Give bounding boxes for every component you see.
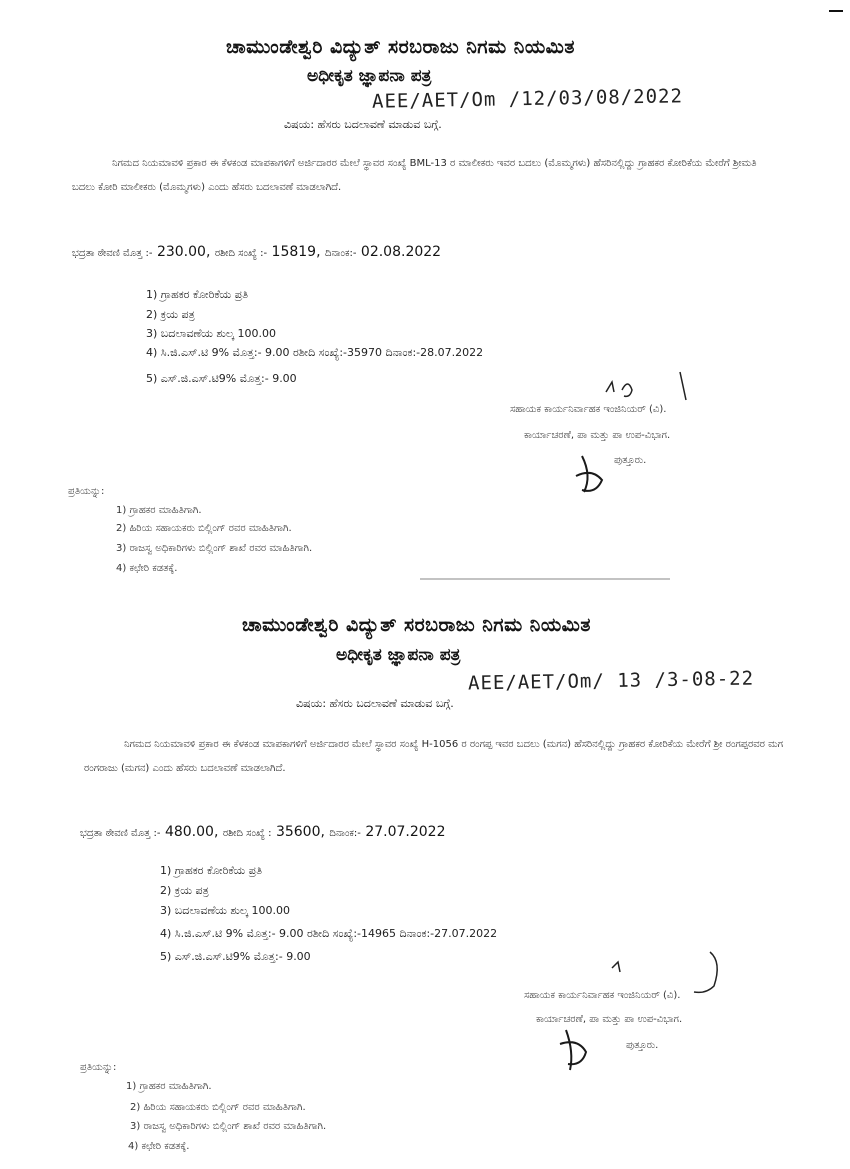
notice-2-item-5: 5) ಎಸ್.ಜಿ.ಎಸ್.ಟಿ9% ಮೊತ್ತ:- 9.00 — [160, 950, 311, 963]
date-value: 02.08.2022 — [360, 244, 442, 260]
scan-artifact — [420, 578, 670, 580]
notice-2-cc-2: 2) ಹಿರಿಯ ಸಹಾಯಕರು ಬಿಲ್ಲಿಂಗ್ ರವರ ಮಾಹಿತಿಗಾಗಿ. — [130, 1102, 306, 1113]
notice-2-subtitle: ಅಧೀಕೃತ ಜ್ಞಾಪನಾ ಪತ್ರ — [336, 645, 461, 665]
notice-1-reference: AEE/AET/Om /12/03/08/2022 — [371, 85, 684, 113]
notice-1-cc-4: 4) ಕಛೇರಿ ಕಡತಕ್ಕೆ. — [116, 563, 178, 574]
notice-2-signature — [556, 1022, 616, 1082]
receipt-number: 15819, — [271, 244, 321, 260]
notice-1-item-5: 5) ಎಸ್.ಜಿ.ಎಸ್.ಟಿ9% ಮೊತ್ತ:- 9.00 — [146, 372, 297, 385]
notice-2-item-3: 3) ಬದಲಾವಣೆಯ ಶುಲ್ಕ 100.00 — [160, 904, 291, 917]
notice-2-subject: ವಿಷಯ: ಹೆಸರು ಬದಲಾವಣೆ ಮಾಡುವ ಬಗ್ಗೆ. — [296, 697, 454, 710]
notice-1-body: ನಿಗಮದ ನಿಯಮಾವಳಿ ಪ್ರಕಾರ ಈ ಕೆಳಕಂಡ ಮಾಪಕಾಗಳಿಗೆ ಅರ್ಜಿದಾರರ ಮೇಲೆ ಸ್ಥಾವರ ಸಂಖ್ಯೆ BML-13 ರ ಮಾಲೀಕರು ಇವರ ಬದಲು (ಮೊಮ್ಮಗಳು) ಹೆಸರಿನಲ್ಲಿದ್ದು ಗ್ರಾಹಕರ ಕೋರಿಕೆಯ ಮೇರೆಗೆ ಶ್ರೀಮತಿ ಬದಲು ಕೋರಿ ಮಾಲೀಕರು (ಮೊಮ್ಮಗಳು) ಎಂದು ಹೆಸರು ಬದಲಾವಣೆ ಮಾಡಲಾಗಿದೆ. — [72, 158, 757, 193]
notice-2-cc-1: 1) ಗ್ರಾಹಕರ ಮಾಹಿತಿಗಾಗಿ. — [126, 1081, 212, 1092]
fee-label: ಭದ್ರತಾ ಠೇವಣಿ ಮೊತ್ತ :- — [80, 828, 161, 839]
notice-1-item-3: 3) ಬದಲಾವಣೆಯ ಶುಲ್ಕ 100.00 — [146, 327, 277, 340]
date-label: ದಿನಾಂಕ:- — [329, 828, 361, 839]
notice-2-signatory-line-1: ಸಹಾಯಕ ಕಾರ್ಯನಿರ್ವಾಹಕ ಇಂಜಿನಿಯರ್ (ವಿ). — [524, 990, 681, 1001]
notice-1-title: ಚಾಮುಂಡೇಶ್ವರಿ ವಿದ್ಯುತ್ ಸರಬರಾಜು ನಿಗಮ ನಿಯಮಿತ — [226, 36, 575, 58]
notice-2-title: ಚಾಮುಂಡೇಶ್ವರಿ ವಿದ್ಯುತ್ ಸರಬರಾಜು ನಿಗಮ ನಿಯಮಿತ — [242, 614, 591, 636]
notice-1-cc-1: 1) ಗ್ರಾಹಕರ ಮಾಹಿತಿಗಾಗಿ. — [116, 505, 202, 516]
notice-1-item-4: 4) ಸಿ.ಜಿ.ಎಸ್.ಟಿ 9% ಮೊತ್ತ:- 9.00 ರಶೀದಿ ಸಂಖ್ಯೆ:-35970 ದಿನಾಂಕ:-28.07.2022 — [146, 346, 484, 359]
notice-1-cc-3: 3) ರಾಜಸ್ವ ಅಧಿಕಾರಿಗಳು ಬಿಲ್ಲಿಂಗ್ ಶಾಖೆ ರವರ ಮಾಹಿತಿಗಾಗಿ. — [116, 543, 313, 554]
notice-1-item-1: 1) ಗ್ರಾಹಕರ ಕೋರಿಕೆಯ ಪ್ರತಿ — [146, 288, 249, 301]
date-value: 27.07.2022 — [365, 824, 446, 840]
notice-1-cc-heading: ಪ್ರತಿಯನ್ನು: — [68, 486, 105, 497]
notice-1-signatory-line-1: ಸಹಾಯಕ ಕಾರ್ಯನಿರ್ವಾಹಕ ಇಂಜಿನಿಯರ್ (ವಿ). — [510, 404, 667, 415]
notice-2-cc-heading: ಪ್ರತಿಯನ್ನು: — [80, 1062, 117, 1073]
corner-mark — [829, 10, 843, 12]
notice-1-fee-line — [72, 244, 441, 260]
notice-2-item-2: 2) ಕ್ರಯ ಪತ್ರ — [160, 884, 209, 897]
notice-1-item-2: 2) ಕ್ರಯ ಪತ್ರ — [146, 308, 195, 321]
fee-label: ಭದ್ರತಾ ಠೇವಣಿ ಮೊತ್ತ :- — [72, 248, 153, 259]
notice-2-reference: AEE/AET/Om/ 13 /3-08-22 — [467, 667, 755, 695]
notice-2-cc-4: 4) ಕಛೇರಿ ಕಡತಕ್ಕೆ. — [128, 1141, 190, 1152]
receipt-label: ರಶೀದಿ ಸಂಖ್ಯೆ :- — [214, 248, 268, 259]
notice-2-item-4: 4) ಸಿ.ಜಿ.ಎಸ್.ಟಿ 9% ಮೊತ್ತ:- 9.00 ರಶೀದಿ ಸಂಖ್ಯೆ:-14965 ದಿನಾಂಕ:-27.07.2022 — [160, 927, 498, 940]
notice-1-subtitle: ಅಧೀಕೃತ ಜ್ಞಾಪನಾ ಪತ್ರ — [307, 66, 432, 86]
fee-amount: 480.00, — [164, 824, 219, 840]
notice-1-signatory-line-2: ಕಾರ್ಯಾಚರಣೆ, ಪಾ ಮತ್ತು ಪಾ ಉಪ-ವಿಭಾಗ. — [524, 430, 671, 441]
notice-2-fee-line — [80, 824, 445, 840]
notice-1-signature — [570, 446, 630, 506]
notice-1-signatory-line-3: ಪುತ್ತೂರು. — [614, 455, 647, 466]
notice-1-subject: ವಿಷಯ: ಹೆಸರು ಬದಲಾವಣೆ ಮಾಡುವ ಬಗ್ಗೆ. — [284, 118, 442, 131]
notice-2-signatory-line-2: ಕಾರ್ಯಾಚರಣೆ, ಪಾ ಮತ್ತು ಪಾ ಉಪ-ವಿಭಾಗ. — [536, 1014, 683, 1025]
fee-amount: 230.00, — [156, 244, 211, 260]
notice-1-cc-2: 2) ಹಿರಿಯ ಸಹಾಯಕರು ಬಿಲ್ಲಿಂಗ್ ರವರ ಮಾಹಿತಿಗಾಗಿ. — [116, 523, 292, 534]
receipt-number: 35600, — [275, 824, 325, 840]
notice-2-signatory-line-3: ಪುತ್ತೂರು. — [626, 1040, 659, 1051]
notice-2-body: ನಿಗಮದ ನಿಯಮಾವಳಿ ಪ್ರಕಾರ ಈ ಕೆಳಕಂಡ ಮಾಪಕಾಗಳಿಗೆ ಅರ್ಜಿದಾರರ ಮೇಲೆ ಸ್ಥಾವರ ಸಂಖ್ಯೆ H-1056 ರ ರಂಗಪ್ಪ ಇವರ ಬದಲು (ಮಗನ) ಹೆಸರಿನಲ್ಲಿದ್ದು ಗ್ರಾಹಕರ ಕೋರಿಕೆಯ ಮೇರೆಗೆ ಶ್ರೀ ರಂಗಪ್ಪರವರ ಮಗ ರಂಗರಾಜು (ಮಗನ) ಎಂದು ಹೆಸರು ಬದಲಾವಣೆ ಮಾಡಲಾಗಿದೆ. — [84, 739, 784, 774]
receipt-label: ರಶೀದಿ ಸಂಖ್ಯೆ : — [222, 828, 272, 839]
notice-2-cc-3: 3) ರಾಜಸ್ವ ಅಧಿಕಾರಿಗಳು ಬಿಲ್ಲಿಂಗ್ ಶಾಖೆ ರವರ ಮಾಹಿತಿಗಾಗಿ. — [130, 1121, 327, 1132]
notice-2-item-1: 1) ಗ್ರಾಹಕರ ಕೋರಿಕೆಯ ಪ್ರತಿ — [160, 864, 263, 877]
date-label: ದಿನಾಂಕ:- — [325, 248, 357, 259]
